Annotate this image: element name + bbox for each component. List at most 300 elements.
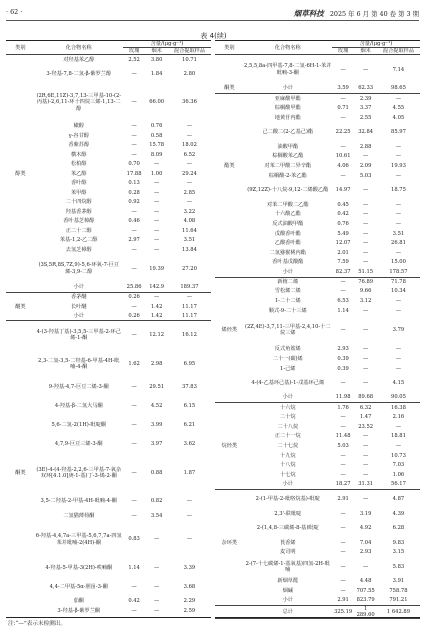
category-cell xyxy=(6,245,35,255)
rose-value-cell: — xyxy=(340,462,346,469)
mixed-value-cell: 90.05 xyxy=(377,393,420,403)
category-cell xyxy=(215,557,244,576)
rose-value-cell: — xyxy=(340,510,346,517)
tobacco-value-cell: 3.80 xyxy=(150,56,163,63)
rose-value-cell: 2.52 xyxy=(128,56,140,63)
table-row xyxy=(215,519,420,538)
rose-value-cell: — xyxy=(340,143,346,150)
table-row xyxy=(215,200,420,210)
journal-info xyxy=(294,8,419,19)
category-cell xyxy=(6,235,35,245)
category-cell xyxy=(6,578,35,597)
mixed-value-cell: 2.16 xyxy=(392,414,405,421)
table-body-left xyxy=(6,55,211,616)
mixed-value-cell: — xyxy=(186,512,193,519)
data-table-left xyxy=(6,41,211,616)
compound-cell: (9Z,12Z)-十八烷-9,12-二烯酸乙酯 xyxy=(247,187,329,194)
compound-cell: (2Z,4E)-3,7,11-三甲基-2,4,10-十二烷三烯 xyxy=(244,324,331,337)
rose-value-cell: — xyxy=(131,403,137,410)
tobacco-value-cell: 6.32 xyxy=(359,404,372,411)
mixed-value-cell: 10.34 xyxy=(391,288,406,295)
rose-value-cell: — xyxy=(340,587,346,594)
compound-cell: 亚麻酸甲酯 xyxy=(274,95,301,102)
compound-cell: 松柏醇 xyxy=(70,161,87,168)
rose-value-cell: 5.03 xyxy=(337,443,349,450)
table-row xyxy=(6,188,211,198)
tobacco-value-cell: 89.68 xyxy=(354,393,377,403)
table-row xyxy=(215,441,420,451)
compound-cell: 十六酸乙酯 xyxy=(274,211,301,218)
tobacco-value-cell: 1.47 xyxy=(359,414,372,421)
table-row xyxy=(6,197,211,207)
table-row xyxy=(215,94,420,104)
category-cell xyxy=(215,94,244,104)
table-row xyxy=(6,302,211,312)
table-row xyxy=(215,422,420,432)
table-row xyxy=(215,181,420,200)
compound-cell: 莨香烯 xyxy=(279,539,296,546)
mixed-value-cell: 2.59 xyxy=(183,607,196,614)
table-row xyxy=(6,378,211,397)
compound-cell: 苯甲醇 xyxy=(70,189,87,196)
compound-cell: 橄醇 xyxy=(73,123,84,130)
rose-value-cell: — xyxy=(131,99,137,106)
mixed-value-cell: 6.95 xyxy=(183,360,196,367)
subtotal-row xyxy=(215,84,420,94)
header-rose: 玫瑰 xyxy=(123,48,146,55)
tobacco-value-cell: 2.55 xyxy=(359,114,372,121)
tobacco-value-cell: 0.88 xyxy=(150,469,163,476)
compound-cell: 4-(3-羟基丁基)-3,5,5-三甲基-2-环己烯-1-酮 xyxy=(36,329,121,342)
category-cell xyxy=(6,150,35,160)
tobacco-value-cell: — xyxy=(363,346,369,353)
table-row xyxy=(6,492,211,511)
compound-cell: 麦司明 xyxy=(279,549,296,556)
category-cell xyxy=(215,171,244,181)
compound-cell: 正二十二醇 xyxy=(65,227,92,234)
rose-value-cell: 0.70 xyxy=(128,161,140,168)
rose-value-cell: — xyxy=(131,265,137,272)
compound-cell: 小计 xyxy=(244,267,332,277)
table-row xyxy=(215,103,420,113)
rose-value-cell: — xyxy=(340,578,346,585)
category-cell xyxy=(215,306,244,316)
tobacco-value-cell: 2.98 xyxy=(150,360,163,367)
mixed-value-cell: — xyxy=(395,143,402,150)
rose-value-cell: 82.37 xyxy=(332,267,355,277)
mixed-value-cell: 10.73 xyxy=(391,452,406,459)
mixed-value-cell: — xyxy=(395,356,402,363)
compound-cell: 十六烷 xyxy=(279,404,296,411)
category-cell xyxy=(215,248,244,258)
rose-value-cell: 0.83 xyxy=(128,536,140,543)
mixed-value-cell: 13.84 xyxy=(182,246,197,253)
table-row xyxy=(215,113,420,123)
mixed-value-cell: 6.52 xyxy=(183,151,196,158)
category-cell xyxy=(215,403,244,413)
category-cell xyxy=(215,374,244,393)
category-cell xyxy=(215,451,244,461)
rose-value-cell: 0.71 xyxy=(337,104,349,111)
tobacco-value-cell: — xyxy=(154,607,160,614)
mixed-value-cell: 3.51 xyxy=(183,237,196,244)
compound-cell: 戊酸香叶酯 xyxy=(274,230,301,237)
tobacco-value-cell: 1.00 xyxy=(150,170,163,177)
tobacco-value-cell: 31.31 xyxy=(354,480,377,490)
table-row xyxy=(215,229,420,239)
mixed-value-cell: 189.37 xyxy=(168,283,211,293)
category-cell xyxy=(6,435,35,454)
tobacco-value-cell: — xyxy=(363,433,369,440)
category-cell xyxy=(215,412,244,422)
table-row xyxy=(215,577,420,587)
compound-cell: 苯基-1,2-乙二醇 xyxy=(59,237,98,244)
rose-value-cell: — xyxy=(131,208,137,215)
category-cell xyxy=(215,277,244,287)
compound-cell: 横木醇 xyxy=(70,151,87,158)
compound-cell: 9-羟基-4,7-巨豆二烯-3-酮 xyxy=(48,384,109,391)
category-cell xyxy=(6,416,35,435)
header-mixed: 混合提取样品 xyxy=(168,48,211,55)
table-row xyxy=(215,161,420,171)
table-body-right xyxy=(215,55,420,619)
subtotal-row xyxy=(215,606,420,619)
category-cell xyxy=(215,422,244,432)
tobacco-value-cell: 3.97 xyxy=(150,441,163,448)
compound-cell: 棕榈酸苯乙酯 xyxy=(272,153,304,160)
rose-value-cell: — xyxy=(131,227,137,234)
tobacco-value-cell: 1.42 xyxy=(145,311,168,321)
table-row xyxy=(6,606,211,616)
tobacco-value-cell: — xyxy=(363,452,369,459)
tobacco-value-cell: — xyxy=(154,199,160,206)
table-row xyxy=(6,521,211,559)
rose-value-cell: — xyxy=(131,332,137,339)
mixed-value-cell: — xyxy=(395,220,402,227)
table-row xyxy=(215,461,420,471)
category-cell xyxy=(6,178,35,188)
tobacco-value-cell: 4.92 xyxy=(359,525,372,532)
compound-cell: 4-羟基-β-二氢大马酮 xyxy=(54,403,103,410)
table-row xyxy=(215,142,420,152)
subtotal-row xyxy=(6,311,211,321)
mixed-value-cell: 1 642.89 xyxy=(377,606,420,619)
table-row xyxy=(6,292,211,302)
tobacco-value-cell: 66.00 xyxy=(149,99,165,106)
rose-value-cell: 5.49 xyxy=(337,230,349,237)
rose-value-cell: 1.76 xyxy=(337,404,349,411)
rose-value-cell: 2.91 xyxy=(332,596,355,606)
table-row xyxy=(6,150,211,160)
table-row xyxy=(6,397,211,416)
table-row xyxy=(215,557,420,576)
rose-value-cell: — xyxy=(340,525,346,532)
rose-value-cell: 0.45 xyxy=(337,201,349,208)
compound-cell: (2R,6E,11Z)-3,7,13-三甲基-10-(2-丙基)-2,6,11-环十四烷三烯-1,13-二醇 xyxy=(36,93,122,112)
table-row xyxy=(215,490,420,509)
compound-cell: 油酸甲酯 xyxy=(277,143,299,150)
table-row xyxy=(215,470,420,480)
rose-value-cell: 2.01 xyxy=(337,249,349,256)
category-cell xyxy=(215,345,244,355)
compound-cell: 香叶醇 xyxy=(70,180,87,187)
compound-cell: 己二酸二(2-乙基己)酯 xyxy=(262,129,314,136)
category-cell xyxy=(6,559,35,578)
compound-cell: 对苯二甲酸二乙酯 xyxy=(267,201,309,208)
compound-cell: 小计 xyxy=(244,84,332,94)
compound-cell: 香叶基戊酸酯 xyxy=(272,259,304,266)
tobacco-value-cell: — xyxy=(363,153,369,160)
category-cell xyxy=(6,83,35,121)
table-row xyxy=(215,152,420,162)
tobacco-value-cell: 3.12 xyxy=(359,298,372,305)
table-row xyxy=(215,219,420,229)
tobacco-value-cell: — xyxy=(363,240,369,247)
category-cell xyxy=(215,55,244,84)
category-cell xyxy=(215,480,244,490)
table-row xyxy=(215,55,420,84)
header-content: 含量/(μg·g⁻¹) xyxy=(123,41,211,48)
tobacco-value-cell: — xyxy=(154,237,160,244)
compound-cell: 长叶醚 xyxy=(70,303,87,310)
rose-value-cell: 11.98 xyxy=(332,393,355,403)
mixed-value-cell: 18.75 xyxy=(391,187,406,194)
compound-cell: 乙酸香叶酯 xyxy=(274,240,301,247)
rose-value-cell: — xyxy=(131,246,137,253)
tobacco-value-cell: — xyxy=(154,246,160,253)
table-row xyxy=(6,226,211,236)
header-tobacco: 烟未 xyxy=(354,48,377,55)
mixed-value-cell: — xyxy=(395,346,402,353)
tobacco-value-cell: — xyxy=(154,536,160,543)
tobacco-value-cell: — xyxy=(363,356,369,363)
data-table-right xyxy=(215,41,420,619)
category-cell xyxy=(215,354,244,364)
mixed-value-cell: — xyxy=(395,211,402,218)
category-cell xyxy=(215,490,244,509)
tobacco-value-cell: — xyxy=(363,496,369,503)
page-number: · 62 · xyxy=(6,8,23,16)
header-category: 类别 xyxy=(215,41,244,55)
mixed-value-cell: 36.36 xyxy=(182,99,197,106)
category-cell xyxy=(6,606,35,616)
compound-cell: (3E)-4-(4-羟基-2,2,6-三甲基-7-氧杂双环[4.1.0]庚-1-基)丁-3-烯-2-酮 xyxy=(36,466,122,480)
table-row xyxy=(215,374,420,393)
compound-cell: 新植二烯 xyxy=(277,279,299,286)
rose-value-cell: 11.48 xyxy=(335,433,351,440)
category-cell xyxy=(6,121,35,131)
category-cell xyxy=(6,511,35,521)
rose-value-cell: — xyxy=(340,380,346,387)
tobacco-value-cell: 76.89 xyxy=(358,279,374,286)
category-cell xyxy=(6,197,35,207)
table-row xyxy=(6,55,211,65)
tobacco-value-cell: 0.82 xyxy=(150,498,163,505)
category-cell xyxy=(215,113,244,123)
category-cell xyxy=(215,586,244,596)
rose-value-cell: 0.39 xyxy=(337,356,349,363)
rose-value-cell: 22.25 xyxy=(335,129,351,136)
tobacco-value-cell: — xyxy=(363,327,369,334)
mixed-value-cell: — xyxy=(186,199,193,206)
mixed-value-cell: 10.71 xyxy=(182,56,197,63)
table-row xyxy=(215,171,420,181)
compound-cell: 1-二十二烯 xyxy=(274,298,301,305)
compound-cell: 二氢猫薄荷酮 xyxy=(63,512,95,519)
tobacco-value-cell: — xyxy=(363,259,369,266)
tobacco-value-cell: — xyxy=(363,201,369,208)
header-compound: 化合物名称 xyxy=(244,41,332,55)
category-cell xyxy=(215,123,244,142)
mixed-value-cell: — xyxy=(395,307,402,314)
tobacco-value-cell: — xyxy=(154,180,160,187)
category-cell xyxy=(6,492,35,511)
rose-value-cell: — xyxy=(340,288,346,295)
table-row xyxy=(6,597,211,607)
tobacco-value-cell: 51.15 xyxy=(354,267,377,277)
tobacco-value-cell: 0.76 xyxy=(150,123,163,130)
mixed-value-cell: 19.93 xyxy=(391,162,406,169)
tobacco-value-cell: — xyxy=(363,66,369,73)
tobacco-value-cell: 2.09 xyxy=(359,162,372,169)
category-cell xyxy=(215,219,244,229)
category-cell xyxy=(6,216,35,226)
tobacco-value-cell: 29.51 xyxy=(149,384,165,391)
rose-value-cell: 0.42 xyxy=(337,211,349,218)
mixed-value-cell: 2.29 xyxy=(183,598,196,605)
mixed-value-cell: 3.68 xyxy=(183,584,196,591)
rose-value-cell: — xyxy=(131,422,137,429)
category-cell: 杂环类 xyxy=(221,539,238,546)
tobacco-value-cell: 0.58 xyxy=(150,132,163,139)
table-row xyxy=(215,548,420,558)
tobacco-value-cell: — xyxy=(154,584,160,591)
rose-value-cell: 2.91 xyxy=(337,496,349,503)
tobacco-value-cell: 23.52 xyxy=(358,423,374,430)
rose-value-cell: — xyxy=(131,498,137,505)
tobacco-value-cell: 32.84 xyxy=(358,129,374,136)
mixed-value-cell: 6.21 xyxy=(183,422,196,429)
mixed-value-cell: 2.80 xyxy=(183,70,196,77)
tobacco-value-cell: — xyxy=(363,563,369,570)
mixed-value-cell: 11.17 xyxy=(182,303,197,310)
rose-value-cell: — xyxy=(340,66,346,73)
header-content: 含量/(μg·g⁻¹) xyxy=(332,41,420,48)
rose-value-cell: 25.86 xyxy=(123,283,146,293)
compound-cell: 二十一(碳)烯 xyxy=(272,356,303,363)
compound-cell: 二十四烷醇 xyxy=(65,199,92,206)
category-cell xyxy=(6,55,35,65)
rose-value-cell: 2.97 xyxy=(128,237,140,244)
mixed-value-cell: 3.79 xyxy=(392,327,405,334)
compound-cell: 2,5,5,8a-四甲基-7,8-二氢-6H-1-苯并吡喃-3-酮 xyxy=(244,63,332,76)
compound-cell: 二十八烷 xyxy=(277,423,299,430)
category-cell xyxy=(215,181,244,200)
mixed-value-cell: — xyxy=(186,161,193,168)
tobacco-value-cell: — xyxy=(154,598,160,605)
tobacco-value-cell: 1 289.60 xyxy=(354,606,377,619)
mixed-value-cell: — xyxy=(186,498,193,505)
category-cell xyxy=(215,393,244,403)
compound-cell: 雪松烯二烯 xyxy=(274,288,301,295)
table-row xyxy=(215,238,420,248)
table-row xyxy=(6,216,211,226)
compound-cell: 1-己烯 xyxy=(280,365,296,372)
tobacco-value-cell: — xyxy=(154,218,160,225)
mixed-value-cell: 3.91 xyxy=(392,578,405,585)
rose-value-cell: — xyxy=(131,123,137,130)
rose-value-cell: 14.97 xyxy=(335,187,351,194)
mixed-value-cell: 56.17 xyxy=(377,480,420,490)
category-cell xyxy=(215,152,244,162)
compound-cell: 5,6-二氢-2(1H)-吡啶酮 xyxy=(51,422,107,429)
rose-value-cell: 0.26 xyxy=(123,311,146,321)
table-row xyxy=(215,287,420,297)
category-cell xyxy=(215,548,244,558)
rose-value-cell: 3.59 xyxy=(332,84,355,94)
mixed-value-cell: — xyxy=(395,443,402,450)
compound-cell: γ-谷甘醇 xyxy=(68,132,89,139)
subtotal-row xyxy=(215,596,420,606)
mixed-value-cell: 9.83 xyxy=(392,539,405,546)
tobacco-value-cell: 2.93 xyxy=(359,549,372,556)
table-row xyxy=(215,258,420,268)
tobacco-value-cell: 1.42 xyxy=(150,303,163,310)
compound-cell: 2-(1,4,8-三碳烯-8-基)吡啶 xyxy=(256,525,319,532)
tobacco-value-cell: — xyxy=(363,471,369,478)
rose-value-cell: 0.28 xyxy=(128,189,140,196)
table-row xyxy=(6,207,211,217)
category-cell: 酮类 xyxy=(215,84,244,94)
mixed-value-cell: 7.03 xyxy=(392,462,405,469)
mixed-value-cell: 4.87 xyxy=(392,496,405,503)
compound-cell: 3,5-二羟基-2-甲基-4H-吡喃-4-酮 xyxy=(40,498,117,505)
category-cell: 酯类 xyxy=(224,162,235,169)
subtotal-row xyxy=(6,283,211,293)
tobacco-value-cell: — xyxy=(363,249,369,256)
compound-cell: 对苯二甲酸二异辛酯 xyxy=(264,162,312,169)
category-cell xyxy=(215,209,244,219)
tobacco-value-cell: 4.52 xyxy=(150,403,163,410)
category-cell xyxy=(6,226,35,236)
tobacco-value-cell: 4.48 xyxy=(359,578,372,585)
rose-value-cell: 17.88 xyxy=(126,170,142,177)
rose-value-cell: 10.61 xyxy=(335,153,351,160)
rose-value-cell: 12.07 xyxy=(335,240,351,247)
compound-cell: 新烟草醛 xyxy=(277,578,299,585)
rose-value-cell: — xyxy=(131,584,137,591)
table-row xyxy=(6,131,211,141)
compound-cell: 棕榈酸甲酯 xyxy=(274,104,301,111)
category-cell xyxy=(215,258,244,268)
category-cell xyxy=(6,283,35,293)
rose-value-cell: 2.93 xyxy=(337,346,349,353)
compound-cell: 3-羟基-β-紫罗兰酮 xyxy=(57,607,101,614)
mixed-value-cell: 27.20 xyxy=(182,265,197,272)
rose-value-cell: — xyxy=(131,151,137,158)
mixed-value-cell: 98.65 xyxy=(377,84,420,94)
tobacco-value-cell: 5.03 xyxy=(359,172,372,179)
rose-value-cell: 0.46 xyxy=(128,218,140,225)
tobacco-value-cell: 2.39 xyxy=(359,95,372,102)
mixed-value-cell: 1.87 xyxy=(183,469,196,476)
category-cell xyxy=(215,470,244,480)
rose-value-cell: — xyxy=(131,142,137,149)
compound-cell: 十九烷 xyxy=(279,452,296,459)
compound-cell: 小计 xyxy=(35,311,123,321)
tobacco-value-cell: — xyxy=(363,380,369,387)
category-cell: 烯烃类 xyxy=(221,327,238,334)
